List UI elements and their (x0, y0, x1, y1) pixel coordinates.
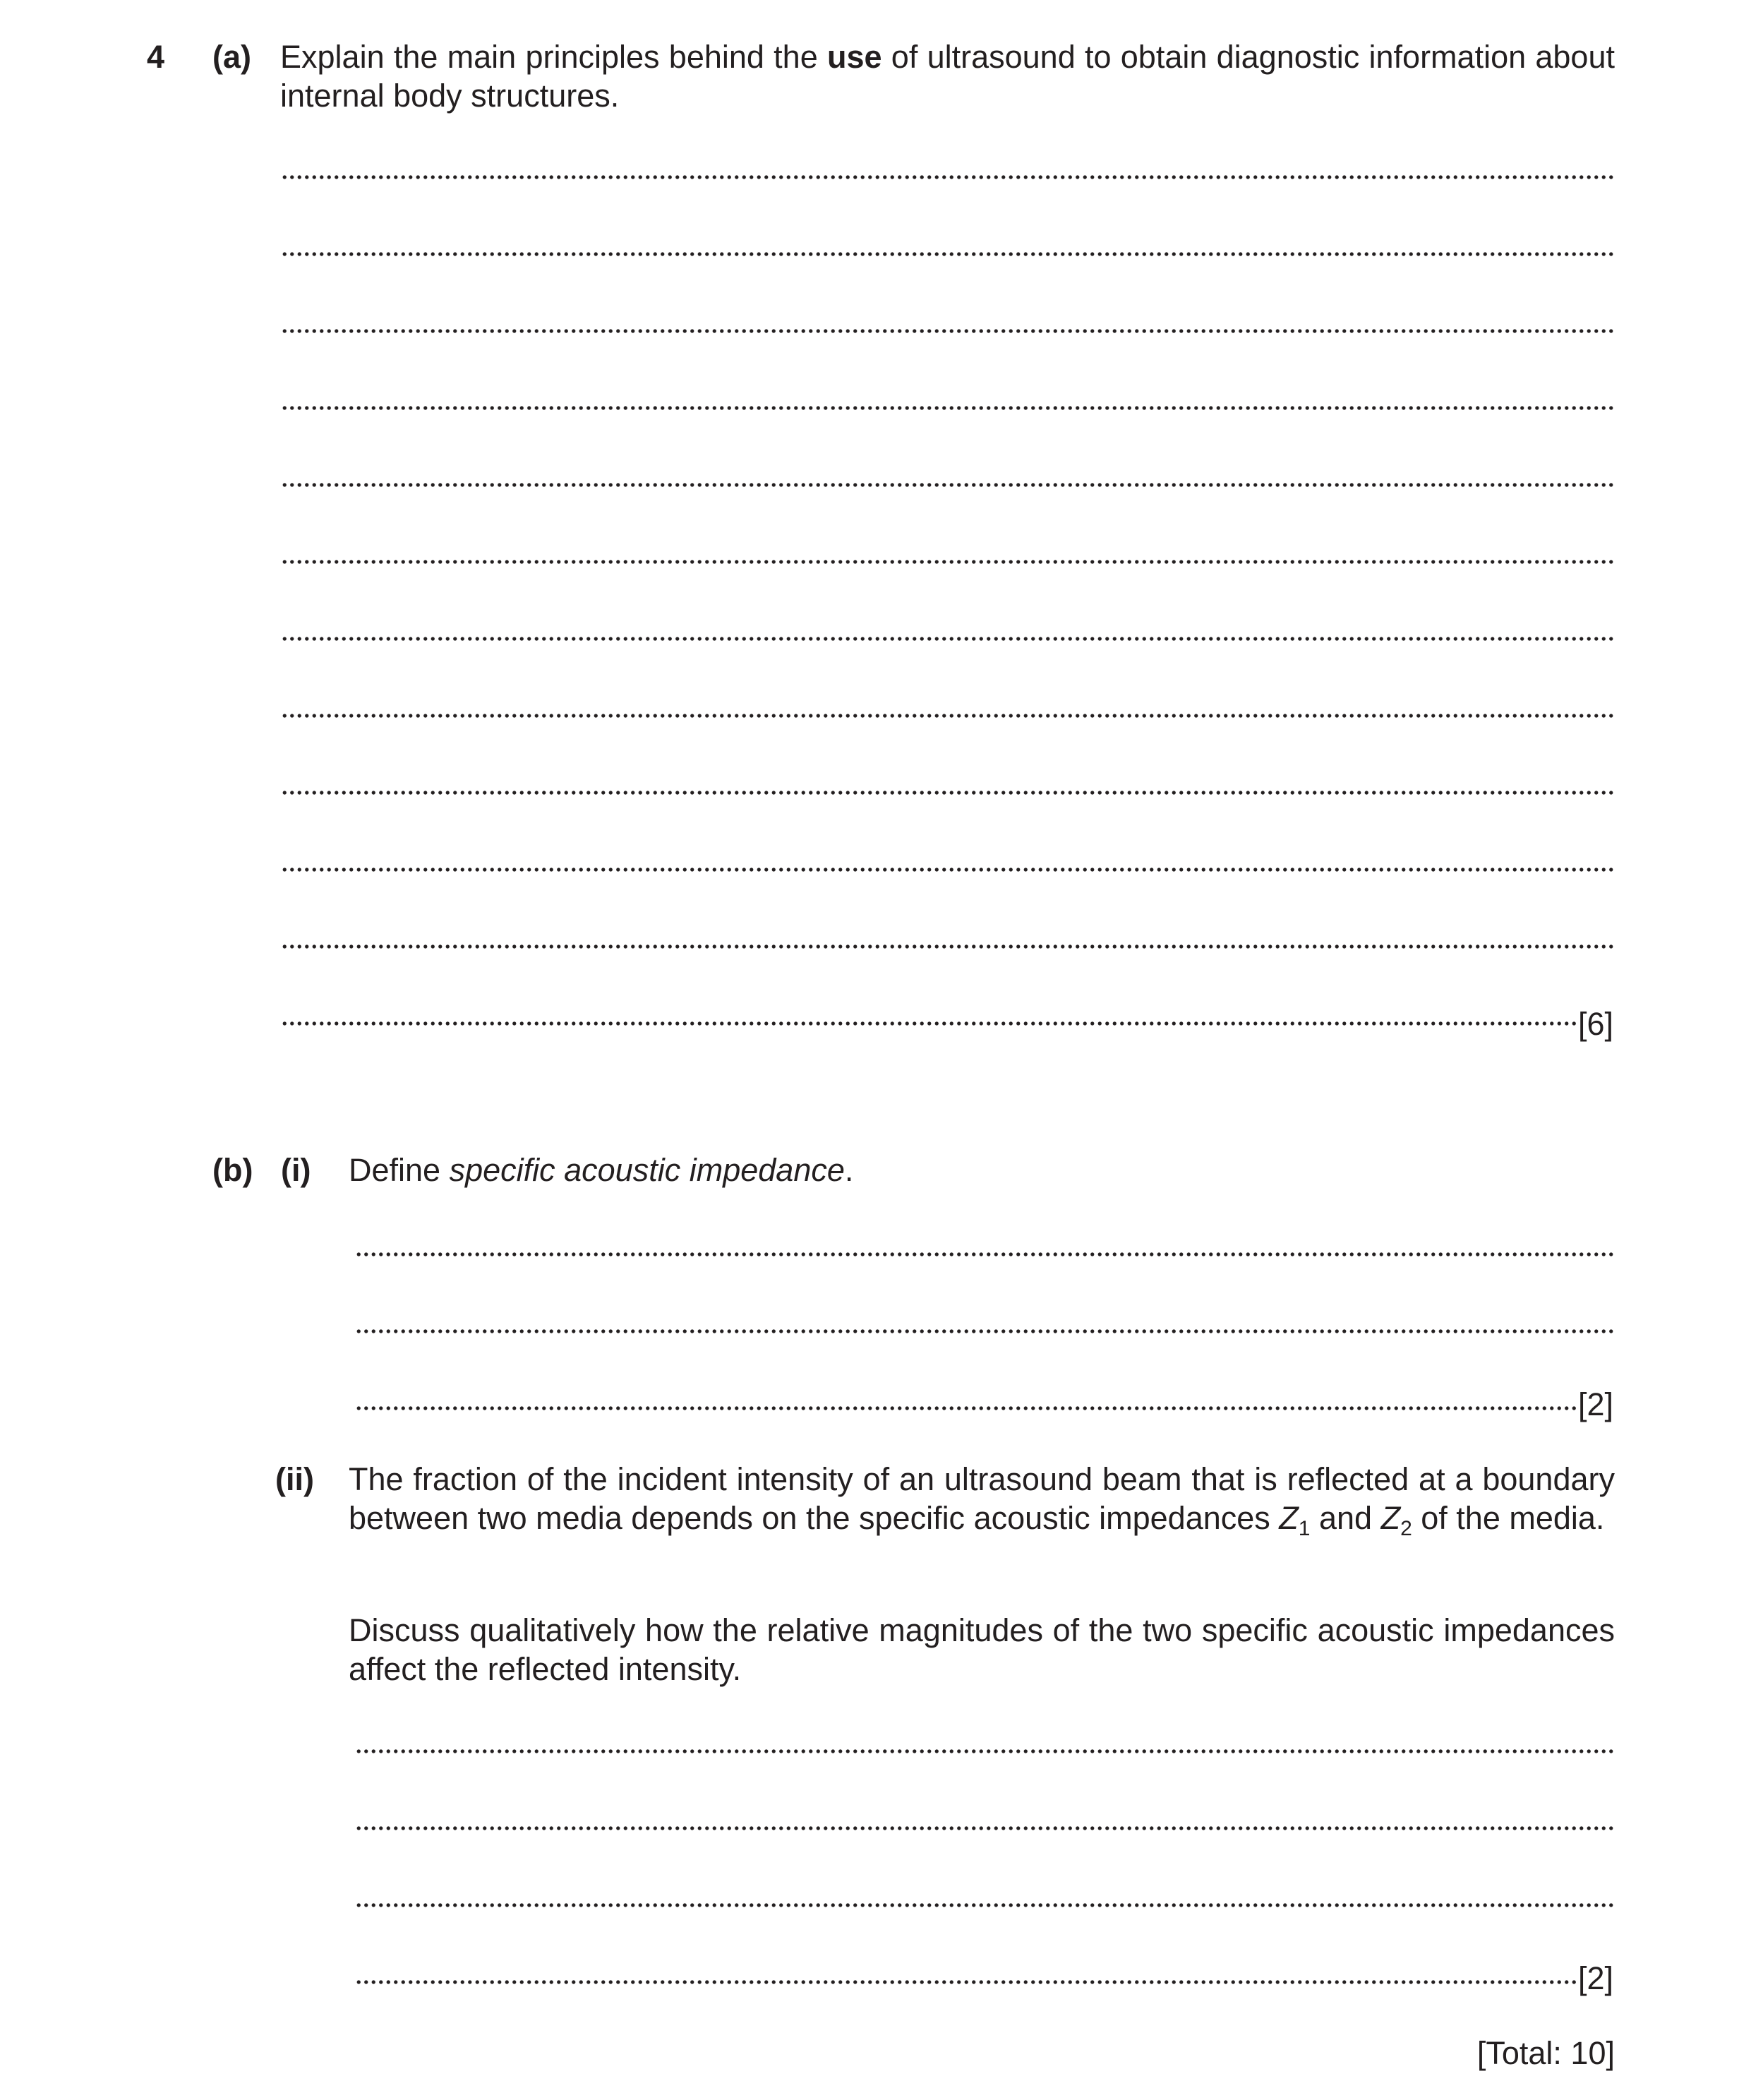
part-a-text-start: Explain the main principles behind the (280, 39, 827, 75)
answer-line[interactable] (355, 1978, 1577, 1986)
answer-line[interactable] (281, 558, 1616, 566)
answer-line[interactable] (355, 1250, 1616, 1259)
answer-line[interactable] (281, 404, 1616, 412)
z2-subscript: 2 (1400, 1517, 1412, 1540)
question-number: 4 (147, 39, 165, 75)
part-a-text-end: of ultrasound to obtain diagnostic information about internal body structures. (280, 39, 1615, 114)
part-a-text-emphasis: use (827, 39, 882, 75)
z1-subscript: 1 (1298, 1517, 1311, 1540)
answer-line[interactable] (281, 481, 1616, 489)
answer-line[interactable] (281, 250, 1616, 258)
part-b-ii-mark: [2] (1578, 1960, 1614, 1996)
answer-line[interactable] (355, 1747, 1616, 1756)
total-marks: [Total: 10] (1476, 2035, 1615, 2071)
z-symbol: Z (1279, 1500, 1299, 1536)
part-a-label: (a) (212, 39, 251, 75)
answer-line[interactable] (281, 865, 1616, 874)
part-b-i-term: specific acoustic impedance (449, 1152, 845, 1188)
answer-line[interactable] (281, 788, 1616, 797)
answer-line[interactable] (281, 942, 1616, 951)
and-word: and (1310, 1500, 1381, 1536)
z-symbol: Z (1380, 1500, 1401, 1536)
part-b-ii-text-end: of the media. (1412, 1500, 1605, 1536)
part-a-question-text (280, 37, 1615, 115)
answer-line[interactable] (281, 712, 1616, 720)
part-a-mark: [6] (1578, 1006, 1614, 1042)
part-b-ii-paragraph-1 (349, 1460, 1615, 1540)
answer-line[interactable] (281, 1019, 1577, 1028)
part-b-i-question-text (349, 1151, 1615, 1189)
answer-line[interactable] (281, 173, 1616, 181)
part-b-i-text-end: . (844, 1152, 854, 1188)
part-b-i-label: (i) (281, 1152, 311, 1188)
answer-line[interactable] (355, 1824, 1616, 1832)
part-b-ii-label: (ii) (275, 1461, 314, 1497)
part-b-i-text-start: Define (349, 1152, 450, 1188)
answer-line[interactable] (281, 635, 1616, 643)
answer-line[interactable] (355, 1901, 1616, 1909)
answer-line[interactable] (355, 1404, 1577, 1412)
part-b-ii-text-start: The fraction of the incident intensity of an ultrasound beam that is reflected at a boundary between two media depends on the specific acoustic impedances (349, 1461, 1615, 1536)
part-b-label: (b) (212, 1152, 253, 1188)
part-b-ii-paragraph-2: Discuss qualitatively how the relative magnitudes of the two specific acoustic impedances affect the reflected intensity. (349, 1612, 1615, 1687)
answer-line[interactable] (355, 1327, 1616, 1336)
answer-line[interactable] (281, 327, 1616, 335)
part-b-i-mark: [2] (1578, 1386, 1614, 1422)
